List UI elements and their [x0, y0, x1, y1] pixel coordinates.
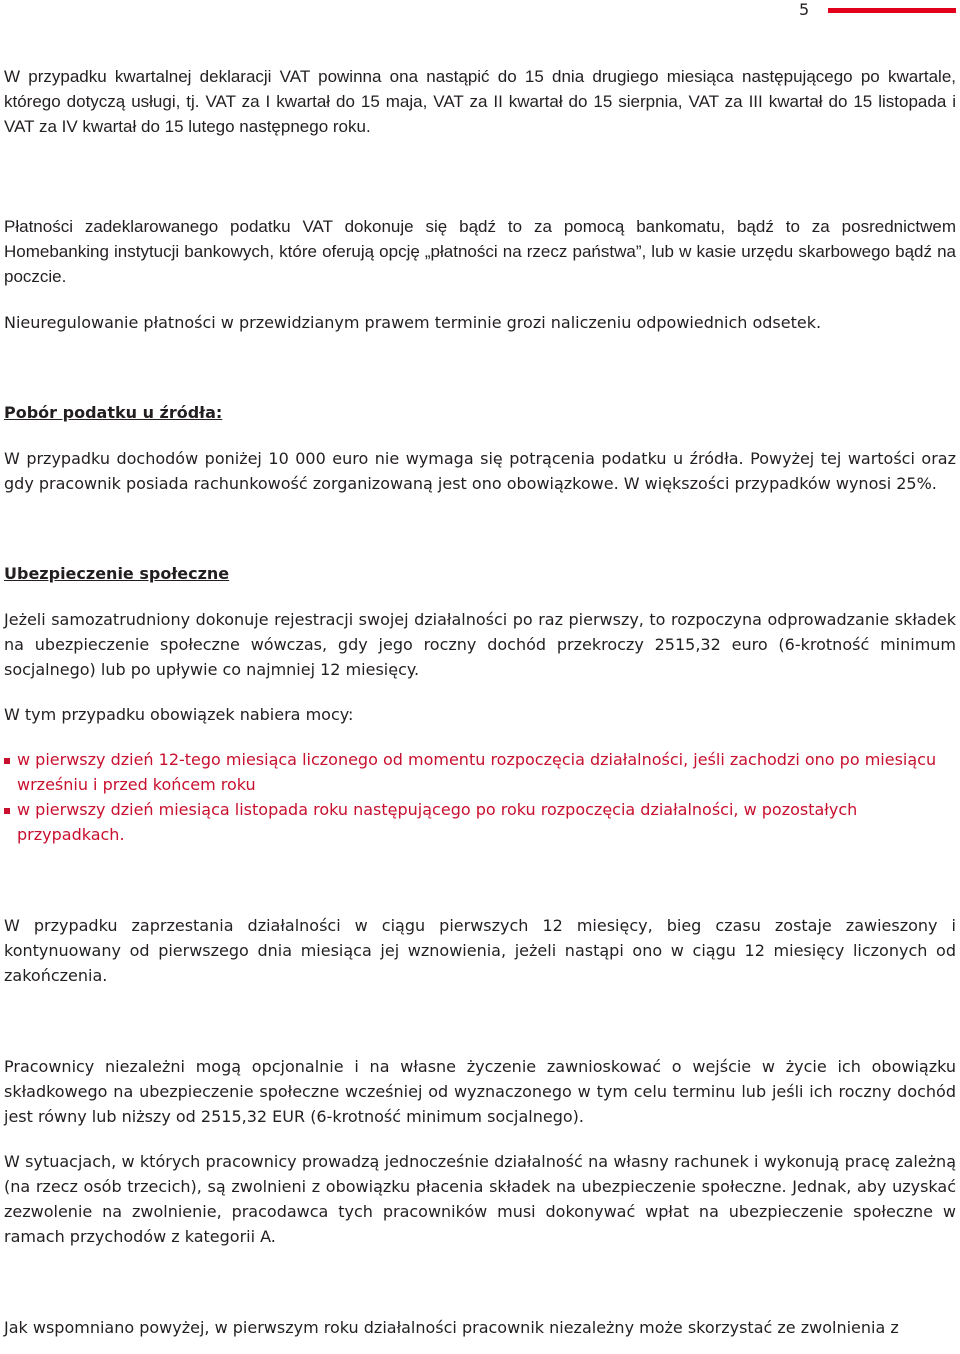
list-item	[4, 797, 956, 847]
final-line-paragraph: Jak wspomniano powyżej, w pierwszym roku działalności pracownik niezależny może skorzystać ze zwolnienia z	[4, 1318, 899, 1337]
social-insurance-intro: Jeżeli samozatrudniony dokonuje rejestracji swojej działalności po raz pierwszy, to rozpoczyna odprowadzanie składek na ubezpieczenie społeczne wówczas, gdy jego roczny dochód przekroczy 2515,32 euro (6-krotność minimum socjalnego) lub po upływie co najmniej 12 miesięcy.	[4, 610, 956, 679]
list-item	[4, 747, 956, 797]
vat-payment-paragraph: Płatności zadeklarowanego podatku VAT dokonuje się bądź to za pomocą bankomatu, bądź to za posrednictwem Homebanking instytucji bankowych, które oferują opcję „płatności na rzecz państwa”, lub w kasie urzędu skarbowego bądź na poczcie.	[4, 217, 956, 286]
voluntary-paragraph: Pracownicy niezależni mogą opcjonalnie i na własne życzenie zawnioskować o wejście w życie ich obowiązku składkowego na ubezpieczenie społeczne wcześniej od wyznaczonego w tym celu terminu lub jeśli ich roczny dochód jest równy lub niższy od 2515,32 EUR (6-krotność minimum socjalnego).	[4, 1057, 956, 1126]
exemption-paragraph: W sytuacjach, w których pracownicy prowadzą jednocześnie działalność na własny rachunek i wykonują pracę zależną (na rzecz osób trzecich), są zwolnieni z obowiązku płacenia składek na ubezpieczenie społeczne. Jednak, aby uzyskać zezwolenie na zwolnienie, pracodawca tych pracowników musi dokonywać wpłat na ubezpieczenie społeczne w ramach przychodów z kategorii A.	[4, 1152, 956, 1246]
suspension-paragraph: W przypadku zaprzestania działalności w ciągu pierwszych 12 miesięcy, bieg czasu zostaje zawieszony i kontynuowany od pierwszego dnia miesiąca jej wznowienia, jeżeli nastąpi ono w ciągu 12 miesięcy liczonych od zakończenia.	[4, 916, 956, 985]
withholding-paragraph: W przypadku dochodów poniżej 10 000 euro nie wymaga się potrącenia podatku u źródła. Powyżej tej wartości oraz gdy pracownik posiada rachunkowość zorganizowaną jest ono obowiązkowe. W większości przypadków wynosi 25%.	[4, 449, 956, 493]
document-body	[4, 64, 956, 1340]
withholding-heading: Pobór podatku u źródła:	[4, 403, 223, 422]
header-accent-rule	[828, 8, 956, 13]
square-bullet-icon	[4, 758, 10, 764]
page-number: 5	[799, 0, 810, 19]
obligation-lead: W tym przypadku obowiązek nabiera mocy:	[4, 705, 354, 724]
vat-penalty-paragraph: Nieuregulowanie płatności w przewidzianym prawem terminie grozi naliczeniu odpowiednich odsetek.	[4, 313, 822, 332]
square-bullet-icon	[4, 808, 10, 814]
vat-quarterly-paragraph: W przypadku kwartalnej deklaracji VAT powinna ona nastąpić do 15 dnia drugiego miesiąca następującego po kwartale, którego dotyczą usługi, tj. VAT za I kwartał do 15 maja, VAT za II kwartał do 15 sierpnia, VAT za III kwartał do 15 listopada i VAT za IV kwartał do 15 lutego następnego roku.	[4, 67, 956, 136]
social-insurance-heading: Ubezpieczenie społeczne	[4, 564, 230, 583]
list-item-text: w pierwszy dzień miesiąca listopada roku następującego po roku rozpoczęcia działalności, w pozostałych przypadkach.	[17, 800, 858, 844]
obligation-list	[4, 747, 956, 847]
list-item-text: w pierwszy dzień 12-tego miesiąca liczonego od momentu rozpoczęcia działalności, jeśli zachodzi ono po miesiącu wrześniu i przed końcem roku	[17, 750, 937, 794]
